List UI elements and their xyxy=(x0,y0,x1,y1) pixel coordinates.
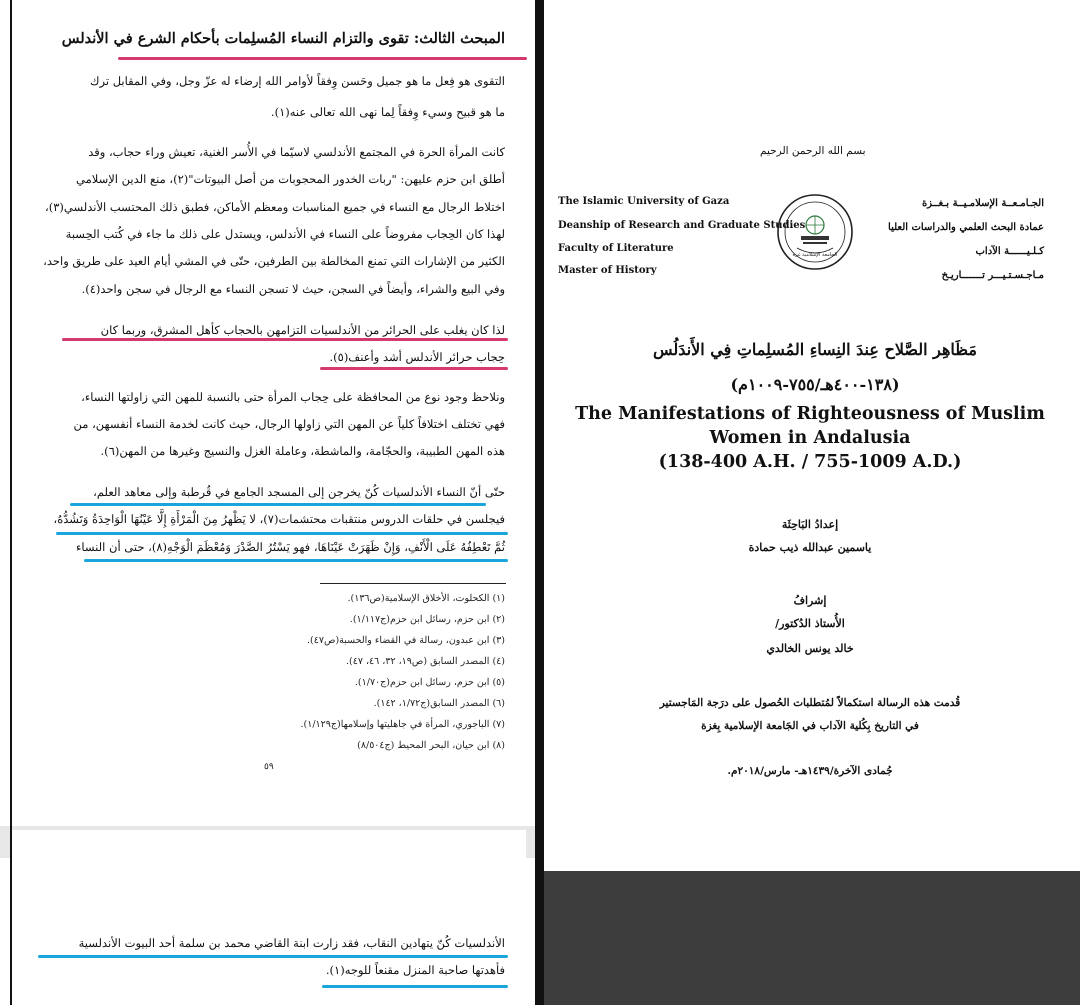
blue-underline xyxy=(56,532,508,535)
body-line-highlighted: حِجاب حرائر الأندلس أشد وأعنف(٥). xyxy=(329,350,505,364)
title-english-line: Women in Andalusia xyxy=(709,428,911,448)
blue-underline xyxy=(322,985,508,988)
dark-background-block xyxy=(544,871,1080,1005)
supervisor-name: خالد يونس الخالدي xyxy=(766,642,854,655)
heading-underline-pink xyxy=(118,57,527,60)
body-line-highlighted: لذا كان يغلب على الحرائر من الأندلسيات التزامهن بالحجاب كأهل المشرق، وربما كان xyxy=(100,323,505,337)
submission-line: في التاريخ بِكُلية الآداب في الجَامعة الإسلامية بِغزة xyxy=(701,720,919,732)
basmala: بسم الله الرحمن الرحيم xyxy=(760,145,866,157)
university-seal-icon xyxy=(775,192,855,272)
thesis-screenshot-panel xyxy=(0,0,535,1005)
body-line: التقوى هو فِعل ما هو جميل وحَسن وِفقاً لأوامر الله إرضاء له عزّ وجل، وفي المقابل ترك xyxy=(90,74,505,88)
prepared-by-label: إعدادُ البَاحِثَة xyxy=(781,518,839,531)
footnote: (٣) ابن عبدون، رسالة في القضاء والحسبة(ص٤٧). xyxy=(307,635,505,646)
footnote: (٤) المصدر السابق (ص١٩، ٣٢، ٤٦، ٤٧). xyxy=(346,656,505,667)
next-page-line: الأندلسيات كُنّ يتهادين النقاب، فقد زارت ابنة القاضي محمد بن سلمة أحد البيوت الأندلسية xyxy=(78,936,505,950)
title-arabic: مَظَاهِر الصَّلاح عِندَ النِساءِ المُسلِماتِ فِي الأَندَلُس xyxy=(653,340,977,359)
thesis-next-page xyxy=(12,830,526,1005)
submission-date: جُمادى الآخرة/١٤٣٩هـ- مارس/٢٠١٨م. xyxy=(727,765,893,777)
body-line-highlighted: حتّى أنّ النساء الأندلسيات كُنّ يخرجن إلى المسجد الجامع في قُرطبة وإلى معاهد العلم، xyxy=(93,485,505,499)
body-line: الكثير من الإشارات التي تمنع المخالطة بين الطرفين، حتّى في المشي أيام العيد على طريق واحد، xyxy=(43,254,505,268)
supervisor-title: الأُستاذ الدُكتور/ xyxy=(775,617,845,630)
body-line: ما هو قبيح وسيء وِفقاً لِما نهى الله تعالى عنه(١). xyxy=(270,105,505,119)
university-en-line: Deanship of Research and Graduate Studies xyxy=(558,220,806,231)
title-english-line: The Manifestations of Righteousness of Muslim xyxy=(575,404,1045,424)
blue-underline xyxy=(84,559,508,562)
page-number: ٥٩ xyxy=(264,762,274,772)
body-line: فهي تختلف اختلافاً كلياً عن المهن التي زاولها الرجال، حيث كانت لخدمة النساء أنفسهن، من xyxy=(73,417,505,431)
section-heading: المبحث الثالث: تقوى والتزام النساء المُسلِمات بأحكام الشرع في الأندلس xyxy=(61,30,505,47)
submission-line: قُدمت هذه الرسالة استكمالاً لمُتطلبات الحُصول على درَجة المَاجستير xyxy=(659,697,961,709)
footnote: (٦) المصدر السابق(ج١/٧٢، ١٤٢). xyxy=(373,698,505,709)
body-line: كانت المرأة الحرة في المجتمع الأندلسي لاسيّما في الأُسر الغنية، تعيش وراء حجاب، وقد xyxy=(88,145,505,159)
author-name: ياسمين عبدالله ذيب حمادة xyxy=(748,541,872,554)
pink-underline xyxy=(320,367,508,370)
university-ar-line: كـلـيــــــة الآداب xyxy=(975,246,1044,257)
footnote: (٥) ابن حزم، رسائل ابن حزم(ج١/٧٠). xyxy=(354,677,505,688)
footnote: (٢) ابن حزم، رسائل ابن حزم(ج١/١١٧). xyxy=(349,614,505,625)
university-ar-line: الجـامـعــة الإسلامـيــة بـغــزة xyxy=(921,198,1044,209)
body-line-highlighted: ثُمَّ تَعْطِفُهُ عَلَى الْأَنْفِ، وَإِنْ ظَهَرَتْ عَيْنَاهَا، فهو يَسْتُرُ الصَّدْرَ وَمُعْظَمَ الْوَجْهِ(٨)، حتى أن النساء xyxy=(76,540,505,554)
body-line: ونلاحظ وجود نوع من المحافظة على حِجاب المرأة حتى بالنسبة للمهن التي زاولتها النساء، xyxy=(81,390,505,404)
blue-underline xyxy=(70,503,486,506)
university-ar-line: مـاجـسـتـيـــر تـــــــاريـخ xyxy=(941,270,1044,281)
pink-underline xyxy=(62,338,508,341)
body-line: لهذا كان الحِجاب مفروضاً على النساء في الأندلس، ويستدل على ذلك ما جاء في كُتب الحِسبة xyxy=(65,227,505,241)
footnote: (٧) الباجوري، المرأة في جاهليتها وإسلامها(ج١/١٢٩). xyxy=(300,719,505,730)
university-en-line: The Islamic University of Gaza xyxy=(558,196,730,207)
footnote: (٨) ابن حيان، البحر المحيط (ج٨/٥٠٤) xyxy=(357,740,505,751)
next-page-line: فأهدتها صاحبة المنزل مقنعاً للوجه(١). xyxy=(325,963,505,977)
panel-divider xyxy=(535,0,544,1005)
title-dates-arabic: (١٣٨-٤٠٠هـ/٧٥٥-١٠٠٩م) xyxy=(730,375,900,394)
supervision-label: إشرافُ xyxy=(793,594,827,607)
university-ar-line: عمادة البحث العلمي والدراسات العليا xyxy=(888,222,1044,233)
title-english-line: (138-400 A.H. / 755-1009 A.D.) xyxy=(658,452,962,472)
footnote-separator xyxy=(320,583,506,584)
seal-text: الجامعة الإسلامية غزة xyxy=(792,252,838,258)
university-en-line: Faculty of Literature xyxy=(558,243,674,254)
blue-underline xyxy=(38,955,508,958)
body-line: وفي البيع والشراء، وأيضاً في السجن، حيث لا تسجن النساء مع الرجال في سجن واحد(٤). xyxy=(81,282,505,296)
body-line-highlighted: فيجلسن في حلقات الدروس منتقبات محتشمات(٧)، لا يَظْهرُ مِنَ الْمَرْأَةِ إِلَّا عَيْنُهَا الْوَاحِدَةُ وَتَشُدُّهُ، xyxy=(53,512,505,526)
university-en-line: Master of History xyxy=(558,265,657,276)
body-line: اختلاط الرجال مع النساء في جميع المناسبات ومعظم الأماكن، فطبق ذلك المحتسب الأندلسي(٣)، xyxy=(45,200,505,214)
body-line: أطلق ابن حزم عليهن: "ربات الخدور المحجوبات من أصل البيوتات"(٢)، منع الدين الإسلامي xyxy=(75,172,505,186)
footnote: (١) الكحلوت، الأخلاق الإسلامية(ص١٣٦). xyxy=(347,593,505,604)
page-left-edge xyxy=(10,0,12,1005)
body-line: هذه المهن الطبيبة، والحجّامة، والماشطة، وعاملة الغزل والنسيج وغيرها من المهن(٦). xyxy=(100,444,505,458)
